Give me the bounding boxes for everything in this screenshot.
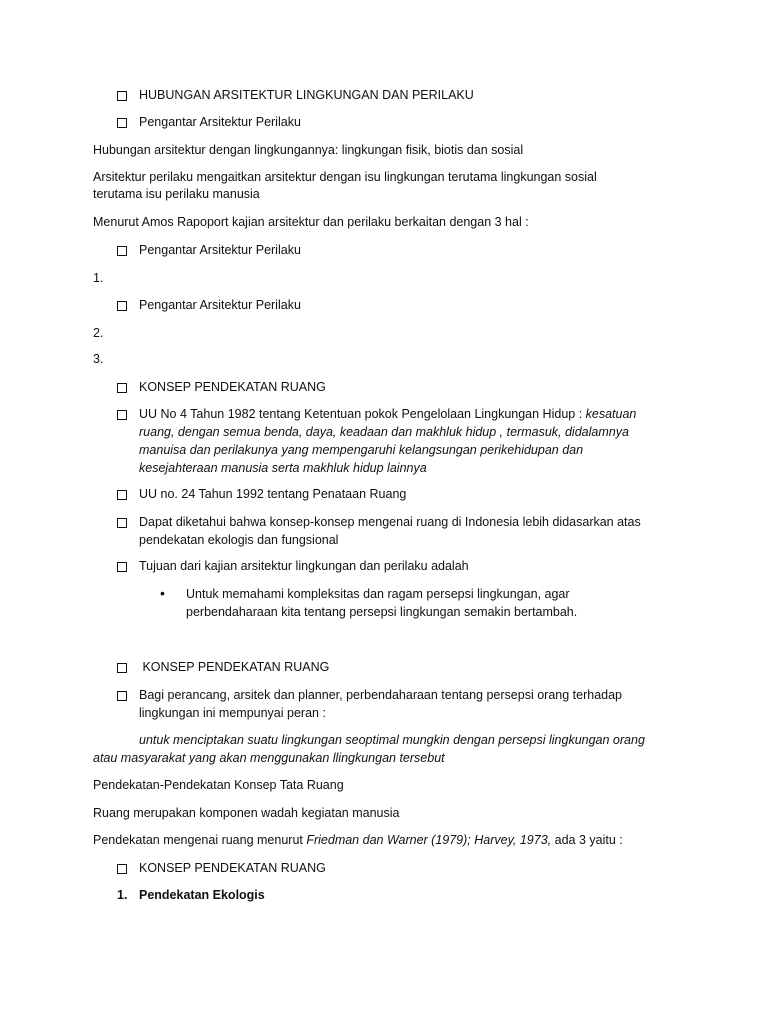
friedman-b: Friedman dan Warner (1979); Harvey, 1973,	[306, 833, 552, 847]
friedman-a: Pendekatan mengenai ruang menurut	[93, 833, 307, 847]
checkbox-icon	[117, 383, 127, 393]
heading-pengantar: Pengantar Arsitektur Perilaku	[139, 115, 301, 129]
perancang-2: lingkungan ini mempunyai peran :	[139, 706, 326, 720]
paragraph-pendekatan-tata-ruang: Pendekatan-Pendekatan Konsep Tata Ruang	[93, 778, 344, 792]
uu-1982-line-1	[139, 406, 636, 423]
tujuan-kajian: Tujuan dari kajian arsitektur lingkungan dan perilaku adalah	[139, 559, 469, 573]
tujuan-italic-2: atau masyarakat yang akan menggunakan llingkungan tersebut	[93, 751, 445, 765]
bullet-icon: •	[160, 585, 165, 601]
checkbox-icon	[117, 518, 127, 528]
paragraph-arsitektur-perilaku-2: terutama isu perilaku manusia	[93, 187, 260, 201]
bullet-text-1: Untuk memahami kompleksitas dan ragam persepsi lingkungan, agar	[186, 587, 570, 601]
checkbox-icon	[117, 691, 127, 701]
heading-pengantar-2: Pengantar Arsitektur Perilaku	[139, 243, 301, 257]
uu-1982-line-4: kesejahteraan manusia serta makhluk hidup lainnya	[139, 461, 427, 475]
list-number-2: 2.	[93, 326, 104, 340]
checkbox-icon	[117, 490, 127, 500]
list-number-3: 3.	[93, 352, 104, 366]
friedman-c: ada 3 yaitu :	[551, 833, 623, 847]
heading-pengantar-3: Pengantar Arsitektur Perilaku	[139, 298, 301, 312]
uu-1982-line-2: ruang, dengan semua benda, daya, keadaan dan makhluk hidup , termasuk, didalamnya	[139, 425, 629, 439]
heading-hubungan: HUBUNGAN ARSITEKTUR LINGKUNGAN DAN PERILAKU	[139, 88, 474, 102]
heading-konsep-3: KONSEP PENDEKATAN RUANG	[139, 861, 326, 875]
paragraph-rapoport: Menurut Amos Rapoport kajian arsitektur dan perilaku berkaitan dengan 3 hal :	[93, 215, 529, 229]
uu-1982-lead: UU No 4 Tahun 1982 tentang Ketentuan pokok Pengelolaan Lingkungan Hidup :	[139, 407, 583, 421]
uu-1982-italic: kesatuan	[585, 407, 637, 421]
checkbox-icon	[117, 410, 127, 420]
list-number-ekologis: 1.	[117, 888, 128, 902]
konsep-indonesia-2: pendekatan ekologis dan fungsional	[139, 533, 339, 547]
heading-konsep-1: KONSEP PENDEKATAN RUANG	[139, 380, 326, 394]
checkbox-icon	[117, 663, 127, 673]
tujuan-italic-1: untuk menciptakan suatu lingkungan seoptimal mungkin dengan persepsi lingkungan orang	[139, 733, 645, 747]
paragraph-ruang-wadah: Ruang merupakan komponen wadah kegiatan manusia	[93, 806, 400, 820]
konsep-indonesia-1: Dapat diketahui bahwa konsep-konsep mengenai ruang di Indonesia lebih didasarkan atas	[139, 515, 641, 529]
checkbox-icon	[117, 864, 127, 874]
perancang-1: Bagi perancang, arsitek dan planner, perbendaharaan tentang persepsi orang terhadap	[139, 688, 622, 702]
uu-1992: UU no. 24 Tahun 1992 tentang Penataan Ruang	[139, 487, 407, 501]
paragraph-arsitektur-perilaku-1: Arsitektur perilaku mengaitkan arsitektur dengan isu lingkungan terutama lingkungan sosial	[93, 170, 597, 184]
bullet-text-2: perbendaharaan kita tentang persepsi lingkungan semakin bertambah.	[186, 605, 578, 619]
checkbox-icon	[117, 118, 127, 128]
list-number-1: 1.	[93, 271, 104, 285]
paragraph-friedman	[93, 832, 623, 849]
paragraph-hubungan: Hubungan arsitektur dengan lingkungannya: lingkungan fisik, biotis dan sosial	[93, 143, 524, 157]
checkbox-icon	[117, 91, 127, 101]
checkbox-icon	[117, 246, 127, 256]
checkbox-icon	[117, 301, 127, 311]
checkbox-icon	[117, 562, 127, 572]
heading-konsep-2: KONSEP PENDEKATAN RUANG	[139, 660, 330, 674]
uu-1982-line-3: manuisa dan perilakunya yang mempengaruhi kelangsungan perikehidupan dan	[139, 443, 584, 457]
pendekatan-ekologis: Pendekatan Ekologis	[139, 888, 265, 902]
